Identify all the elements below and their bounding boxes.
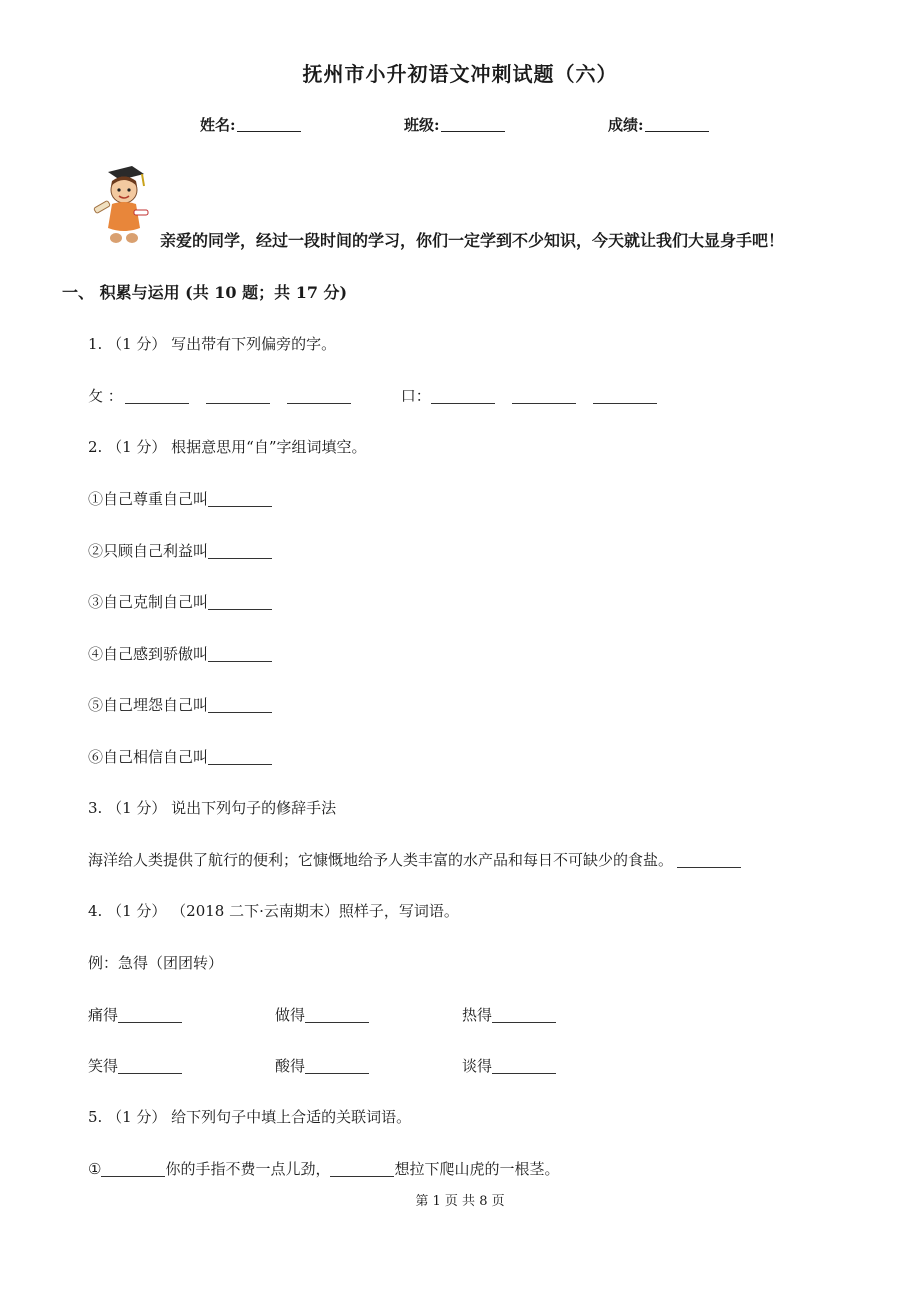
answer-blank[interactable] — [208, 595, 272, 610]
item-text: 酸得 — [275, 1057, 306, 1075]
answer-blank[interactable] — [118, 1059, 182, 1074]
question-4-item — [275, 1004, 369, 1025]
question-4-example: 例：急得（团团转） — [88, 954, 224, 972]
item-text: ①自己尊重自己叫 — [88, 490, 209, 508]
score-field — [608, 114, 709, 135]
name-blank[interactable] — [237, 117, 301, 132]
question-4-item — [462, 1004, 556, 1025]
answer-blank[interactable] — [208, 698, 272, 713]
greeting-text: 亲爱的同学，经过一段时间的学习，你们一定学到不少知识，今天就让我们大显身手吧！ — [160, 231, 785, 250]
answer-blank[interactable] — [208, 492, 272, 507]
answer-blank[interactable] — [431, 389, 495, 404]
question-2-stem: 2. （1 分） 根据意思用“自”字组词填空。 — [88, 438, 367, 456]
name-field — [200, 114, 301, 135]
question-2-item — [88, 540, 272, 561]
answer-blank[interactable] — [330, 1162, 394, 1177]
item-number: ① — [88, 1160, 102, 1178]
question-3-stem: 3. （1 分） 说出下列句子的修辞手法 — [88, 799, 337, 817]
item-text: 做得 — [275, 1006, 306, 1024]
name-label: 姓名: — [200, 116, 236, 134]
question-4-item — [88, 1055, 182, 1076]
item-text: ④自己感到骄傲叫 — [88, 645, 209, 663]
item-text: 笑得 — [88, 1057, 119, 1075]
radical-label-1: 攵 ： — [88, 387, 123, 405]
question-1-answer-row — [88, 385, 657, 406]
answer-blank[interactable] — [677, 853, 741, 868]
item-text: 痛得 — [88, 1006, 119, 1024]
answer-blank[interactable] — [125, 389, 189, 404]
question-4-stem: 4. （1 分） （2018 二下·云南期末）照样子，写词语。 — [88, 902, 459, 920]
answer-blank[interactable] — [305, 1008, 369, 1023]
answer-blank[interactable] — [101, 1162, 165, 1177]
question-4-item — [88, 1004, 182, 1025]
question-3-sentence-row — [88, 849, 741, 870]
class-field — [404, 114, 505, 135]
answer-blank[interactable] — [206, 389, 270, 404]
item-text: ⑤自己埋怨自己叫 — [88, 696, 209, 714]
answer-blank[interactable] — [593, 389, 657, 404]
answer-blank[interactable] — [208, 544, 272, 559]
question-2-item — [88, 694, 272, 715]
question-5-stem: 5. （1 分） 给下列句子中填上合适的关联词语。 — [88, 1108, 412, 1126]
question-4-item — [462, 1055, 556, 1076]
answer-blank[interactable] — [305, 1059, 369, 1074]
score-label: 成绩: — [608, 116, 644, 134]
score-blank[interactable] — [645, 117, 709, 132]
question-5-sentence-row — [88, 1158, 559, 1179]
graduate-mascot-image — [86, 164, 150, 248]
sentence-part-1: 你的手指不费一点儿劲， — [165, 1160, 331, 1178]
section-heading: 一、 积累与运用 (共 10 题；共 17 分) — [62, 283, 348, 302]
class-label: 班级: — [404, 116, 440, 134]
item-text: ⑥自己相信自己叫 — [88, 748, 209, 766]
item-text: ③自己克制自己叫 — [88, 593, 209, 611]
answer-blank[interactable] — [512, 389, 576, 404]
item-text: ②只顾自己利益叫 — [88, 542, 209, 560]
item-text: 谈得 — [462, 1057, 493, 1075]
answer-blank[interactable] — [492, 1059, 556, 1074]
sentence-part-2: 想拉下爬山虎的一根茎。 — [394, 1160, 560, 1178]
answer-blank[interactable] — [492, 1008, 556, 1023]
question-2-item — [88, 488, 272, 509]
answer-blank[interactable] — [287, 389, 351, 404]
page-footer: 第 1 页 共 8 页 — [415, 1194, 505, 1209]
class-blank[interactable] — [441, 117, 505, 132]
answer-blank[interactable] — [208, 750, 272, 765]
question-2-item — [88, 746, 272, 767]
page-title: 抚州市小升初语文冲刺试题（六） — [302, 62, 618, 86]
answer-blank[interactable] — [118, 1008, 182, 1023]
radical-label-2: 口： — [400, 387, 431, 405]
item-text: 热得 — [462, 1006, 493, 1024]
question-2-item — [88, 643, 272, 664]
question-2-item — [88, 591, 272, 612]
sentence-text: 海洋给人类提供了航行的便利；它慷慨地给予人类丰富的水产品和每日不可缺少的食盐。 — [88, 851, 674, 869]
question-1-stem: 1. （1 分） 写出带有下列偏旁的字。 — [88, 335, 337, 353]
answer-blank[interactable] — [208, 647, 272, 662]
question-4-item — [275, 1055, 369, 1076]
